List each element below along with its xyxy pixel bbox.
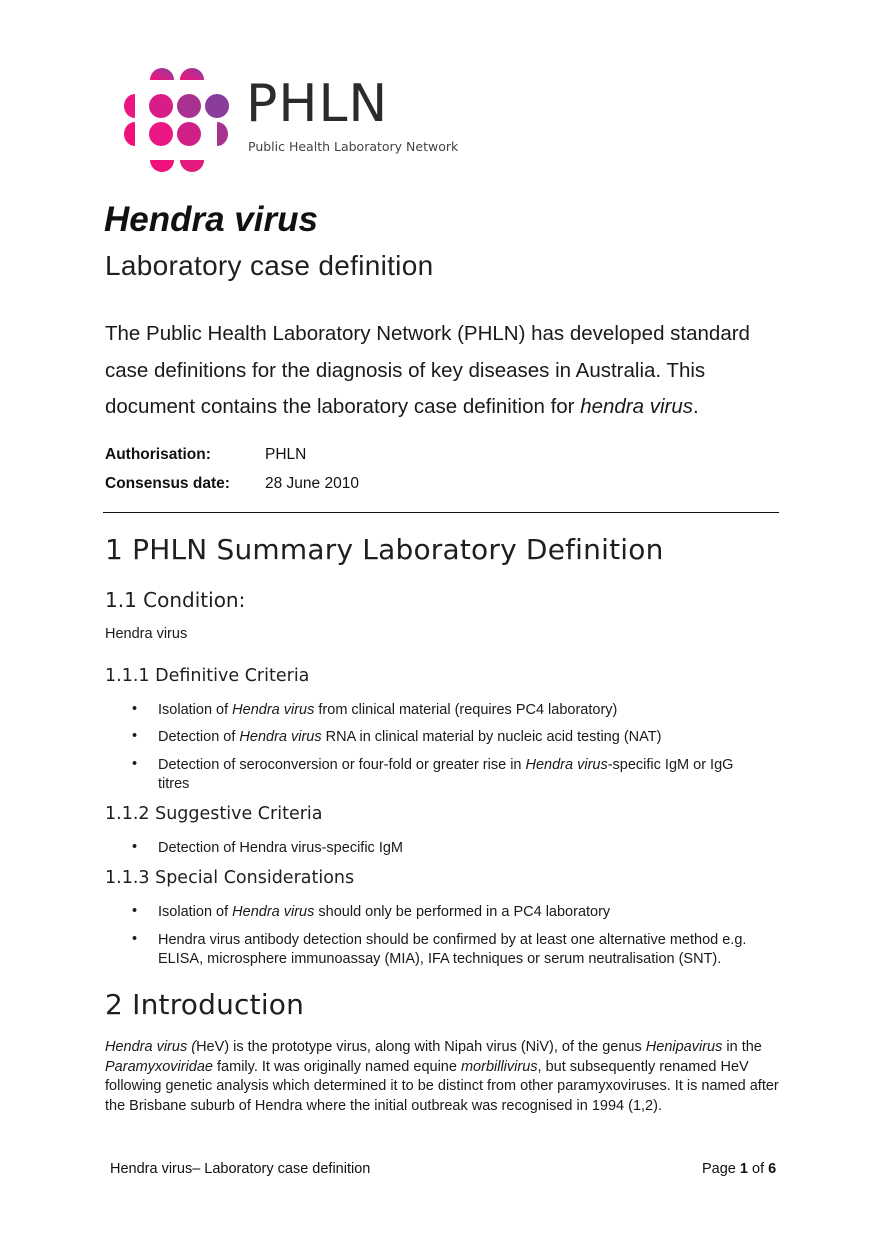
intro-text: The Public Health Laboratory Network (PHLN) has developed standard case definitions for the diagnosis of key diseases in Australia. This document contains the laboratory case definition for [105,322,750,418]
section-2-heading: 2 Introduction [105,988,305,1021]
special-considerations-heading: 1.1.3 Special Considerations [105,868,355,888]
item-text: Detection of seroconversion or four-fold or greater rise in [158,757,526,773]
item-italic: Hendra virus [239,729,322,745]
logo-wordmark: PHLN [246,74,389,134]
logo-subtitle: Public Health Laboratory Network [248,139,459,154]
bullet-icon: • [132,756,138,772]
para-text: family. It was originally named equine [213,1058,461,1075]
item-text: Isolation of [158,702,233,718]
divider [103,512,779,513]
intro-paragraph [105,316,785,426]
list-item [158,728,778,747]
suggestive-criteria-heading: 1.1.2 Suggestive Criteria [105,804,323,824]
list-item [158,839,778,858]
page-number [702,1161,776,1177]
para-italic: Henipavirus [645,1039,723,1055]
document-title: Hendra virus [104,200,318,239]
introduction-paragraph [105,1038,781,1116]
bullet-icon: • [132,931,138,947]
phln-logo-icon [118,66,234,174]
consensus-value: 28 June 2010 [265,475,359,492]
page-current: 1 [739,1161,748,1177]
para-text: HeV) is the prototype virus, along with Nipah virus (NiV), of the genus [196,1039,646,1055]
list-item [158,931,768,969]
item-text: RNA in clinical material by nucleic acid testing (NAT) [321,729,662,745]
item-italic: Hendra virus [232,702,315,718]
list-item [158,756,758,794]
list-item [158,903,778,922]
definitive-criteria-heading: 1.1.1 Definitive Criteria [105,666,310,686]
authorisation-value: PHLN [265,446,307,463]
intro-end: . [693,395,699,418]
page-of: of [747,1161,769,1177]
document-subtitle: Laboratory case definition [105,250,434,281]
condition-heading: 1.1 Condition: [105,588,246,612]
item-italic: Hendra virus [232,904,315,920]
bullet-icon: • [132,701,138,717]
bullet-icon: • [132,728,138,744]
item-text: Isolation of [158,904,233,920]
page-total: 6 [768,1161,777,1177]
item-text: from clinical material (requires PC4 laboratory) [314,702,618,718]
para-italic: Hendra virus ( [105,1039,197,1055]
para-text: , but subsequently renamed HeV following genetic analysis which determined it to be distinct from other paramyxoviruses. It is named after the Brisbane suburb of Hendra where the initial outbreak was recognised in 1994 (1,2). [105,1058,779,1114]
item-text: Detection of [158,729,240,745]
consensus-label: Consensus date: [105,475,230,492]
intro-italic: hendra virus [580,395,694,418]
authorisation-label: Authorisation: [105,446,211,463]
para-italic: morbillivirus [460,1058,538,1075]
bullet-icon: • [132,839,138,855]
item-text: -specific IgM or IgG titres [158,757,734,792]
footer-title: Hendra virus– Laboratory case definition [110,1161,371,1177]
item-text: Detection of Hendra virus-specific IgM [158,840,403,856]
condition-value: Hendra virus [105,626,188,642]
item-text: Hendra virus antibody detection should be confirmed by at least one alternative method e.g. ELISA, microsphere immunoassay (MIA), IFA techniques or serum neutralisation (SNT). [158,932,747,967]
para-italic: Paramyxoviridae [105,1058,213,1075]
page-prefix: Page [702,1161,740,1177]
item-italic: Hendra virus [525,757,608,773]
bullet-icon: • [132,903,138,919]
list-item [158,701,778,720]
section-1-heading: 1 PHLN Summary Laboratory Definition [105,533,664,566]
para-text: in the [722,1039,762,1055]
item-text: should only be performed in a PC4 laboratory [314,904,611,920]
